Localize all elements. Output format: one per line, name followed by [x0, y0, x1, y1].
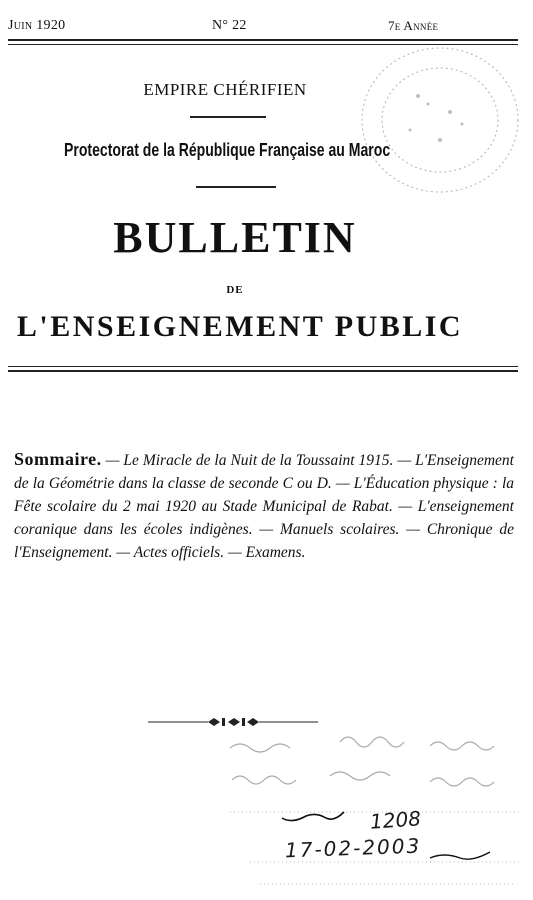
- ornament-divider: [148, 714, 318, 730]
- header-rule-thin: [8, 44, 518, 45]
- issue-date: Juin 1920: [8, 18, 66, 33]
- divider-short: [190, 116, 266, 118]
- table-of-contents: [14, 448, 514, 564]
- sommaire-text: — Le Miracle de la Nuit de la Toussaint 1915. — L'Enseignement de la Géométrie dans la classe de seconde C ou D. — L'Éducation physique : la Fête scolaire du 2 mai 1920 au Stade Municipal de Rabat. — L'enseignement coranique dans les écoles indigènes. — Manuels scolaires. — Chronique de l'Enseignement. — Actes officiels. — Examens.: [14, 452, 514, 561]
- handwritten-archive-code: 1208: [369, 806, 422, 834]
- divider-short: [196, 186, 276, 188]
- handwritten-archive-date: 17-02-2003: [284, 833, 422, 863]
- sommaire-label: Sommaire.: [14, 449, 102, 469]
- issue-number: N° 22: [212, 18, 247, 33]
- title-connector: DE: [226, 284, 244, 296]
- header-rule-thick: [8, 39, 518, 41]
- issue-year: 7e Année: [388, 18, 439, 33]
- protectorat-heading: Protectorat de la République Française au Maroc: [64, 140, 391, 160]
- empire-heading: EMPIRE CHÉRIFIEN: [143, 80, 307, 99]
- bulletin-subtitle: L'ENSEIGNEMENT PUBLIC: [16, 310, 464, 343]
- bulletin-title: BULLETIN: [113, 213, 357, 262]
- masthead-rule-thin: [8, 366, 518, 367]
- masthead-rule-thick: [8, 370, 518, 372]
